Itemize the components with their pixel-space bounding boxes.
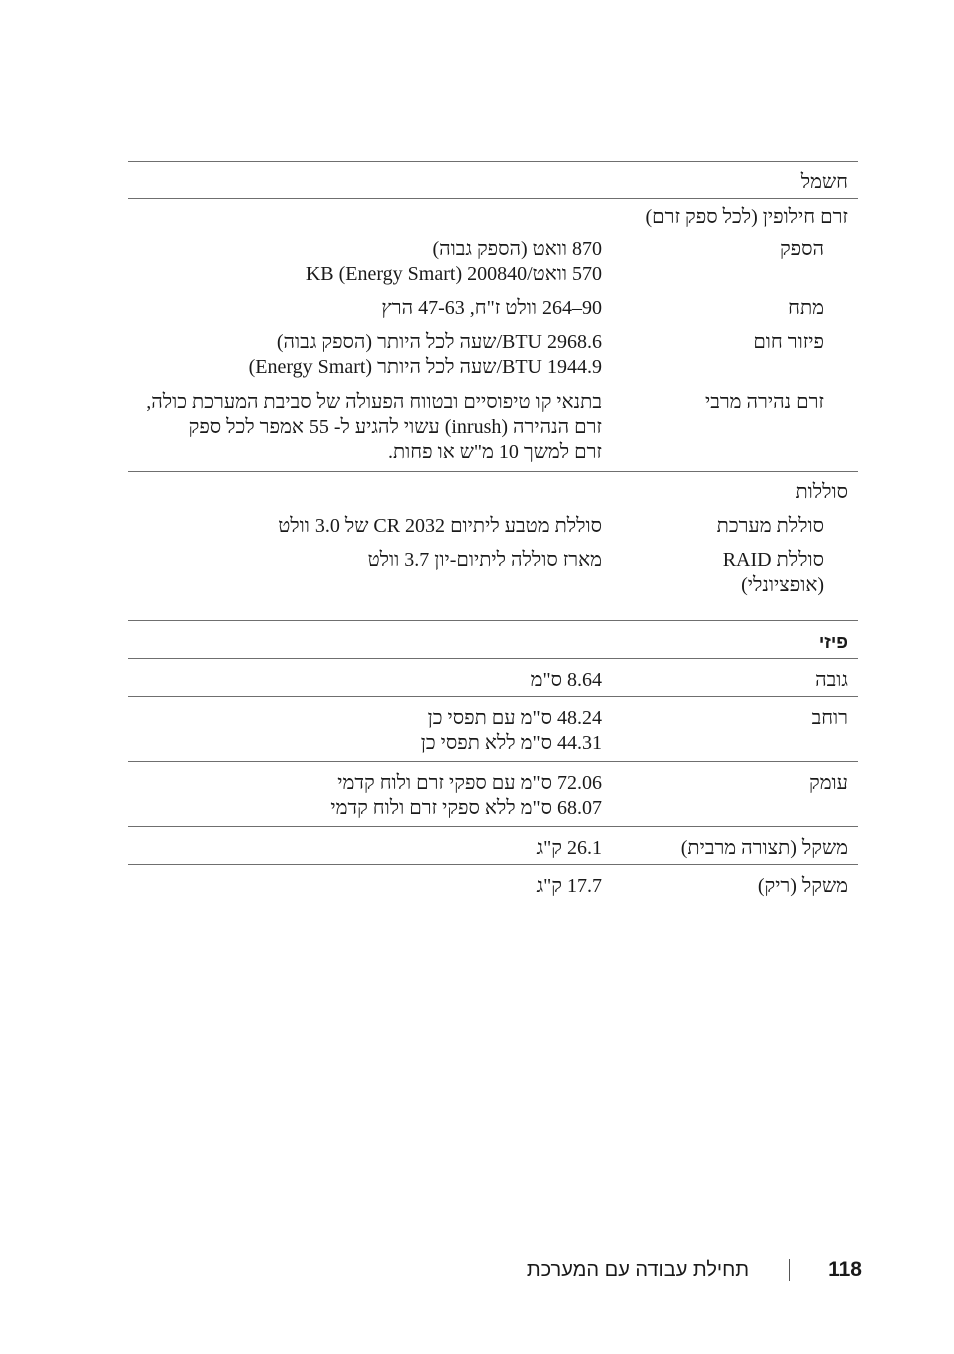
spec-row-inrush-current (128, 380, 858, 471)
value-line: מארז סוללה ליתיום-יון 3.7 וולט (367, 549, 602, 571)
subheading-ac-power: זרם חילופין (לכל ספק זרם) (645, 206, 848, 228)
spec-label: משקל (תצורה מרבית) (680, 837, 848, 859)
spec-row-wattage (128, 233, 858, 287)
spec-row-height (128, 659, 858, 696)
spec-value (128, 874, 602, 899)
section-heading-electrical: חשמל (800, 171, 848, 193)
spec-label: גובה (815, 669, 848, 691)
label-line: סוללת RAID (722, 549, 824, 571)
spec-label: זרם נהירה מרבי (704, 391, 824, 413)
label-line: (אופציונלי) (741, 574, 824, 596)
spec-value (128, 548, 602, 573)
value-line: זרם הנהירה (inrush) עשוי להגיע ל- 55 אמפר לכל ספק (188, 416, 602, 438)
value-line: 570 וואט/200840 KB (Energy Smart) (305, 263, 602, 285)
value-line: 17.7 ק"ג (536, 875, 602, 897)
section-heading-batteries: סוללות (795, 481, 848, 503)
spec-label (652, 514, 858, 539)
value-line: 72.06 ס"מ עם ספקי זרם ולוח קדמי (337, 772, 602, 794)
spec-sheet (128, 161, 858, 902)
spec-label: עומק (809, 772, 848, 794)
value-line: 48.24 ס"מ עם תפסי כן (427, 707, 602, 729)
spec-value (128, 836, 602, 861)
spec-row-width (128, 697, 858, 761)
value-line: 2968.6 BTU/שעה לכל היותר (הספק גבוה) (276, 331, 602, 353)
spec-label: מתח (788, 297, 824, 319)
spec-value (128, 668, 602, 693)
spec-value (128, 771, 602, 821)
spec-label: משקל (ריק) (757, 875, 848, 897)
value-line: 68.07 ס"מ ללא ספקי זרם ולוח קדמי (330, 797, 602, 819)
value-line: בתנאי קו טיפוסיים ובטווח הפעולה של סביבת המערכת כולה, (146, 391, 602, 413)
value-line: זרם למשך 10 מ"ש או פחות. (387, 441, 602, 463)
spec-label: פיזור חום (753, 331, 824, 353)
spec-value (128, 330, 602, 380)
chapter-title: תחילת עבודה עם המערכת (526, 1258, 750, 1281)
label-line: סוללת מערכת (716, 515, 824, 537)
spec-row-voltage (128, 287, 858, 321)
spec-row-weight-max (128, 827, 858, 864)
value-line: 90–264 וולט ז"ח, 47-63 הרץ (381, 297, 602, 319)
spec-row-weight-empty (128, 865, 858, 902)
spec-row-depth (128, 762, 858, 826)
value-line: 1944.9 BTU/שעה לכל היותר (Energy Smart) (248, 356, 602, 378)
spec-value (128, 237, 602, 287)
section-heading-physical: פיזי (818, 632, 848, 652)
spec-row-system-battery (128, 508, 858, 539)
spec-label: רוחב (811, 707, 848, 729)
value-line: 8.64 ס"מ (530, 669, 602, 691)
value-line: סוללת מטבע ליתיום CR 2032 של 3.0 וולט (278, 515, 602, 537)
spec-value (128, 706, 602, 756)
page-number: 118 (828, 1258, 862, 1281)
footer-divider (789, 1259, 790, 1281)
value-line: 44.31 ס"מ ללא תפסי כן (420, 732, 602, 754)
spec-row-raid-battery (128, 539, 858, 620)
spec-value (128, 296, 602, 321)
value-line: 26.1 ק"ג (536, 837, 602, 859)
spec-value (128, 390, 602, 465)
page-footer (527, 1258, 862, 1282)
spec-label: הספק (779, 238, 824, 260)
spec-label (652, 548, 858, 598)
value-line: 870 וואט (הספק גבוה) (432, 238, 602, 260)
spec-value (128, 514, 602, 539)
spec-row-heat-dissipation (128, 321, 858, 380)
